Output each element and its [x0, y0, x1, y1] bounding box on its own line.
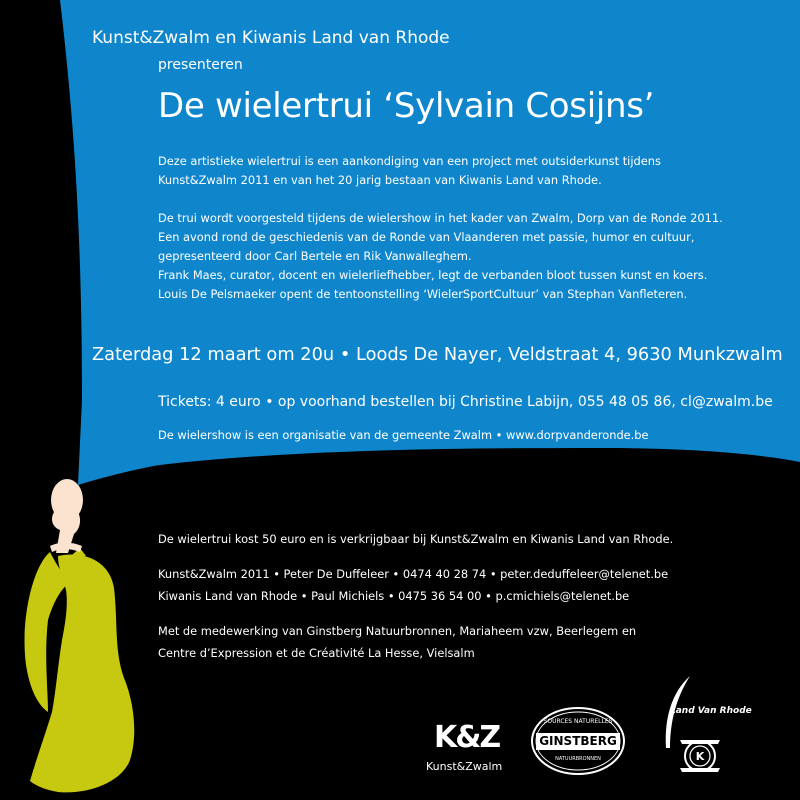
- body-line: De trui wordt voorgesteld tijdens de wielershow in het kader van Zwalm, Dorp van de Ronde 2011.: [158, 211, 723, 225]
- contacts-block: [158, 563, 668, 607]
- kz-logo-name: Kunst&Zwalm: [426, 760, 503, 773]
- ginstberg-name: GINSTBERG: [539, 734, 617, 748]
- credits-block: [158, 620, 636, 664]
- presenteren-line: presenteren: [158, 57, 243, 73]
- credits-line: Met de medewerking van Ginstberg Natuurbronnen, Mariaheem vzw, Beerlegem en: [158, 624, 637, 638]
- ginstberg-logo: [530, 706, 626, 776]
- intro-line: Deze artistieke wielertrui is een aankondiging van een project met outsiderkunst tijdens: [158, 154, 661, 168]
- body-paragraph: [158, 209, 723, 304]
- land-van-rhode-logo: [652, 668, 752, 780]
- body-line: Een avond rond de geschiedenis van de Ronde van Vlaanderen met passie, humor en cultuur,: [158, 230, 695, 244]
- land-van-rhode-name: Land Van Rhode: [670, 706, 752, 716]
- ginstberg-top-text: SOURCES NATURELLES: [543, 718, 613, 725]
- intro-paragraph: [158, 152, 661, 190]
- event-details: Zaterdag 12 maart om 20u • Loods De Nayer, Veldstraat 4, 9630 Munkzwalm: [92, 344, 783, 365]
- tickets-info: Tickets: 4 euro • op voorhand bestellen bij Christine Labijn, 055 48 05 86, cl@zwalm.be: [158, 394, 773, 410]
- land-van-rhode-emblem: [652, 668, 752, 780]
- kz-logo-mark: K&Z: [434, 720, 500, 755]
- body-line: Frank Maes, curator, docent en wielerliefhebber, legt de verbanden bloot tussen kunst en koers.: [158, 268, 708, 282]
- organisation-info: De wielershow is een organisatie van de gemeente Zwalm • www.dorpvanderonde.be: [158, 428, 649, 442]
- credits-line: Centre d’Expression et de Créativité La Hesse, Vielsalm: [158, 646, 475, 660]
- kunst-zwalm-logo: [428, 718, 508, 778]
- contact-line: Kunst&Zwalm 2011 • Peter De Duffeleer • 0474 40 28 74 • peter.deduffeleer@telenet.be: [158, 567, 669, 581]
- price-info: De wielertrui kost 50 euro en is verkrijgbaar bij Kunst&Zwalm en Kiwanis Land van Rhode.: [158, 532, 674, 546]
- presenters-line: Kunst&Zwalm en Kiwanis Land van Rhode: [92, 28, 450, 48]
- body-line: gepresenteerd door Carl Bertele en Rik Vanwalleghem.: [158, 249, 472, 263]
- ginstberg-bottom-text: NATUURBRONNEN: [555, 756, 601, 762]
- svg-text:K: K: [695, 750, 705, 763]
- page-title: De wielertrui ‘Sylvain Cosijns’: [158, 86, 655, 126]
- body-line: Louis De Pelsmaeker opent de tentoonstelling ‘WielerSportCultuur’ van Stephan Vanfleteren.: [158, 287, 688, 301]
- contact-line: Kiwanis Land van Rhode • Paul Michiels • 0475 36 54 00 • p.cmichiels@telenet.be: [158, 589, 630, 603]
- intro-line: Kunst&Zwalm 2011 en van het 20 jarig bestaan van Kiwanis Land van Rhode.: [158, 173, 602, 187]
